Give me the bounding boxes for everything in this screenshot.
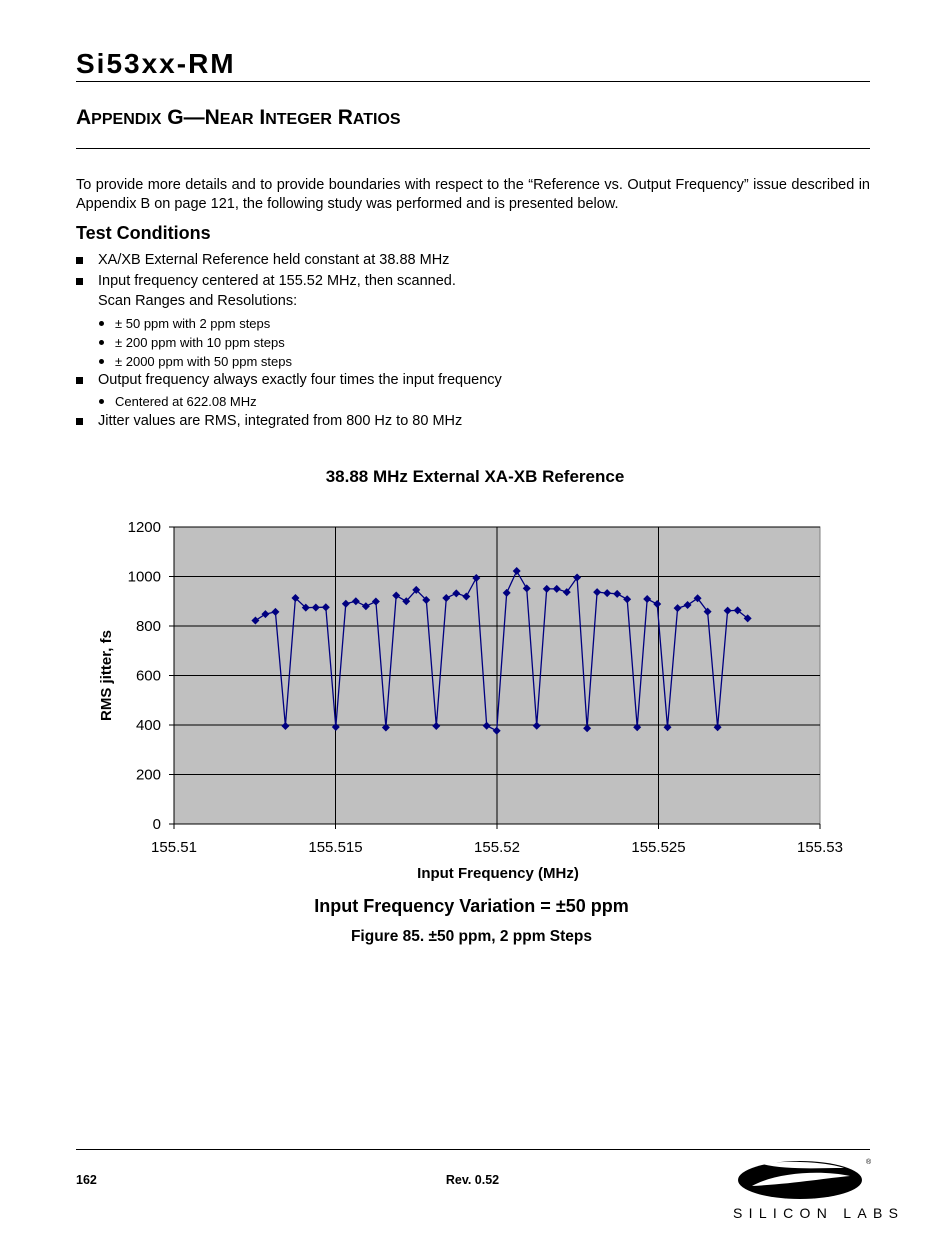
logo-wordmark: SILICON LABS xyxy=(733,1205,905,1221)
figure-caption: Figure 85. ±50 ppm, 2 ppm Steps xyxy=(350,928,593,945)
chart-title: 38.88 MHz External XA-XB Reference xyxy=(325,467,625,486)
appendix-title: APPENDIX G—NEAR INTEGER RATIOS xyxy=(76,106,401,129)
x-tick-label: 155.53 xyxy=(797,839,843,856)
x-tick-label: 155.515 xyxy=(308,839,363,856)
x-axis-label: Input Frequency (MHz) xyxy=(417,865,579,882)
svg-text:®: ® xyxy=(866,1159,872,1166)
x-tick-label: 155.52 xyxy=(474,839,520,856)
x-tick-label: 155.51 xyxy=(151,839,197,856)
y-tick-label: 1000 xyxy=(127,568,161,586)
variation-label: Input Frequency Variation = ±50 ppm xyxy=(314,896,629,916)
footer-rule xyxy=(76,1149,870,1150)
y-tick-label: 1200 xyxy=(127,519,161,536)
intro-paragraph: To provide more details and to provide boundaries with respect to the “Reference vs. Output Frequency” issue described in Appendix B on page 121, the following study was performed and is presented below. xyxy=(76,177,870,212)
y-tick-label: 200 xyxy=(135,766,161,784)
y-tick-label: 400 xyxy=(135,717,161,734)
revision-label: Rev. 0.52 xyxy=(445,1173,500,1187)
y-axis-label: RMS jitter, fs xyxy=(98,630,115,721)
y-tick-label: 600 xyxy=(135,667,161,685)
page-number: 162 xyxy=(76,1173,97,1187)
y-tick-label: 800 xyxy=(135,618,161,635)
y-tick-label: 0 xyxy=(152,816,161,833)
document-title: Si53xx-RM xyxy=(76,48,236,79)
test-conditions-heading: Test Conditions xyxy=(76,223,211,243)
silicon-labs-logo-icon xyxy=(732,1156,872,1206)
x-tick-label: 155.525 xyxy=(631,839,686,856)
